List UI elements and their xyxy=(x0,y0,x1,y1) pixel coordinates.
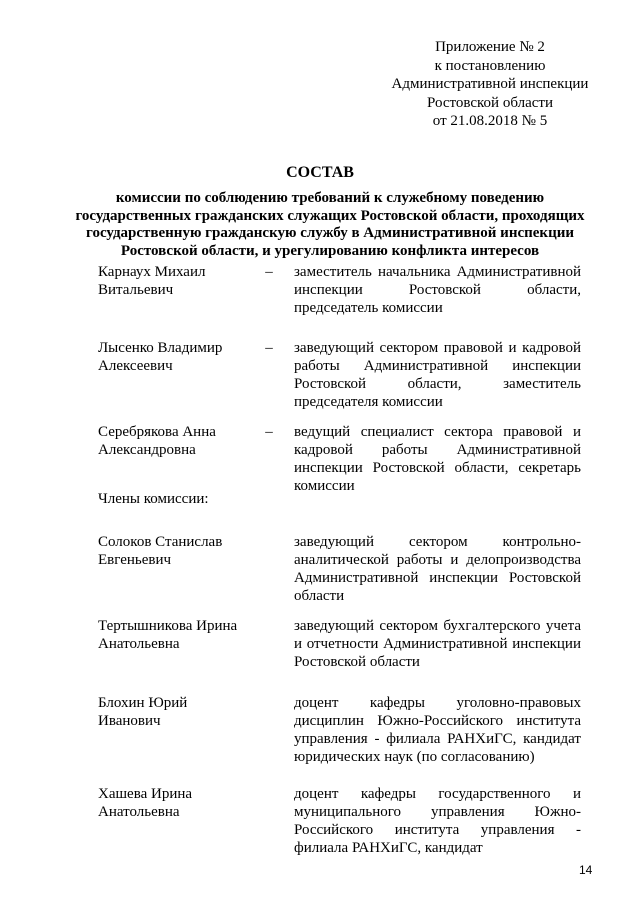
dash-separator: – xyxy=(265,340,273,356)
member-name: Блохин Юрий Иванович xyxy=(98,695,188,729)
member-role: доцент кафедры государственного и муниципального управления Южно-Российского института управления - филиала РАНХиГС, кандидат xyxy=(294,786,581,856)
document-subtitle: комиссии по соблюдению требований к служебному поведению государственных гражданских служащих Ростовской области, проходящих государственную гражданскую службу в Административной инспекции Ростовской области, и урегулированию конфликта интересов xyxy=(75,190,585,259)
member-row xyxy=(0,339,640,423)
page-number: 14 xyxy=(579,863,593,877)
member-row xyxy=(0,617,640,694)
member-name: Карнаух Михаил Витальевич xyxy=(98,264,206,298)
member-row xyxy=(0,694,640,785)
members-section xyxy=(0,491,640,533)
member-name: Тертышникова Ирина Анатольевна xyxy=(98,618,238,652)
member-role: заведующий сектором бухгалтерского учета и отчетности Административной инспекции Ростовской области xyxy=(294,618,581,670)
member-name: Серебрякова Анна Александровна xyxy=(98,424,216,458)
members-list xyxy=(0,263,640,865)
document-title: СОСТАВ xyxy=(286,164,354,181)
members-label: Члены комиссии: xyxy=(98,491,209,507)
member-row xyxy=(0,423,640,494)
member-role: доцент кафедры уголовно-правовых дисциплин Южно-Российского института управления - филиала РАНХиГС, кандидат юридических наук (по согласованию) xyxy=(294,695,581,765)
approval-line: Административной инспекции xyxy=(391,76,589,92)
member-role: заведующий сектором правовой и кадровой работы Административной инспекции Ростовской области, заместитель председателя комиссии xyxy=(294,340,581,410)
approval-line: от 21.08.2018 № 5 xyxy=(432,113,548,129)
member-role: ведущий специалист сектора правовой и кадровой работы Административной инспекции Ростовской области, секретарь комиссии xyxy=(294,424,581,494)
approval-line: к постановлению xyxy=(434,57,546,74)
approval-line: Приложение № 2 xyxy=(435,39,545,55)
member-row xyxy=(0,533,640,617)
dash-separator: – xyxy=(265,424,273,440)
member-name: Солоков Станислав Евгеньевич xyxy=(98,534,223,568)
member-row xyxy=(0,785,640,865)
member-name: Хашева Ирина Анатольевна xyxy=(98,786,193,820)
dash-separator: – xyxy=(265,264,273,280)
member-row xyxy=(0,263,640,339)
approval-line: Ростовской области xyxy=(427,94,553,111)
member-role: заведующий сектором контрольно-аналитической работы и делопроизводства Административной инспекции Ростовской области xyxy=(294,534,581,604)
member-name: Лысенко Владимир Алексеевич xyxy=(98,340,223,374)
member-role: заместитель начальника Административной инспекции Ростовской области, председатель комиссии xyxy=(294,264,581,316)
approval-block xyxy=(380,38,600,131)
